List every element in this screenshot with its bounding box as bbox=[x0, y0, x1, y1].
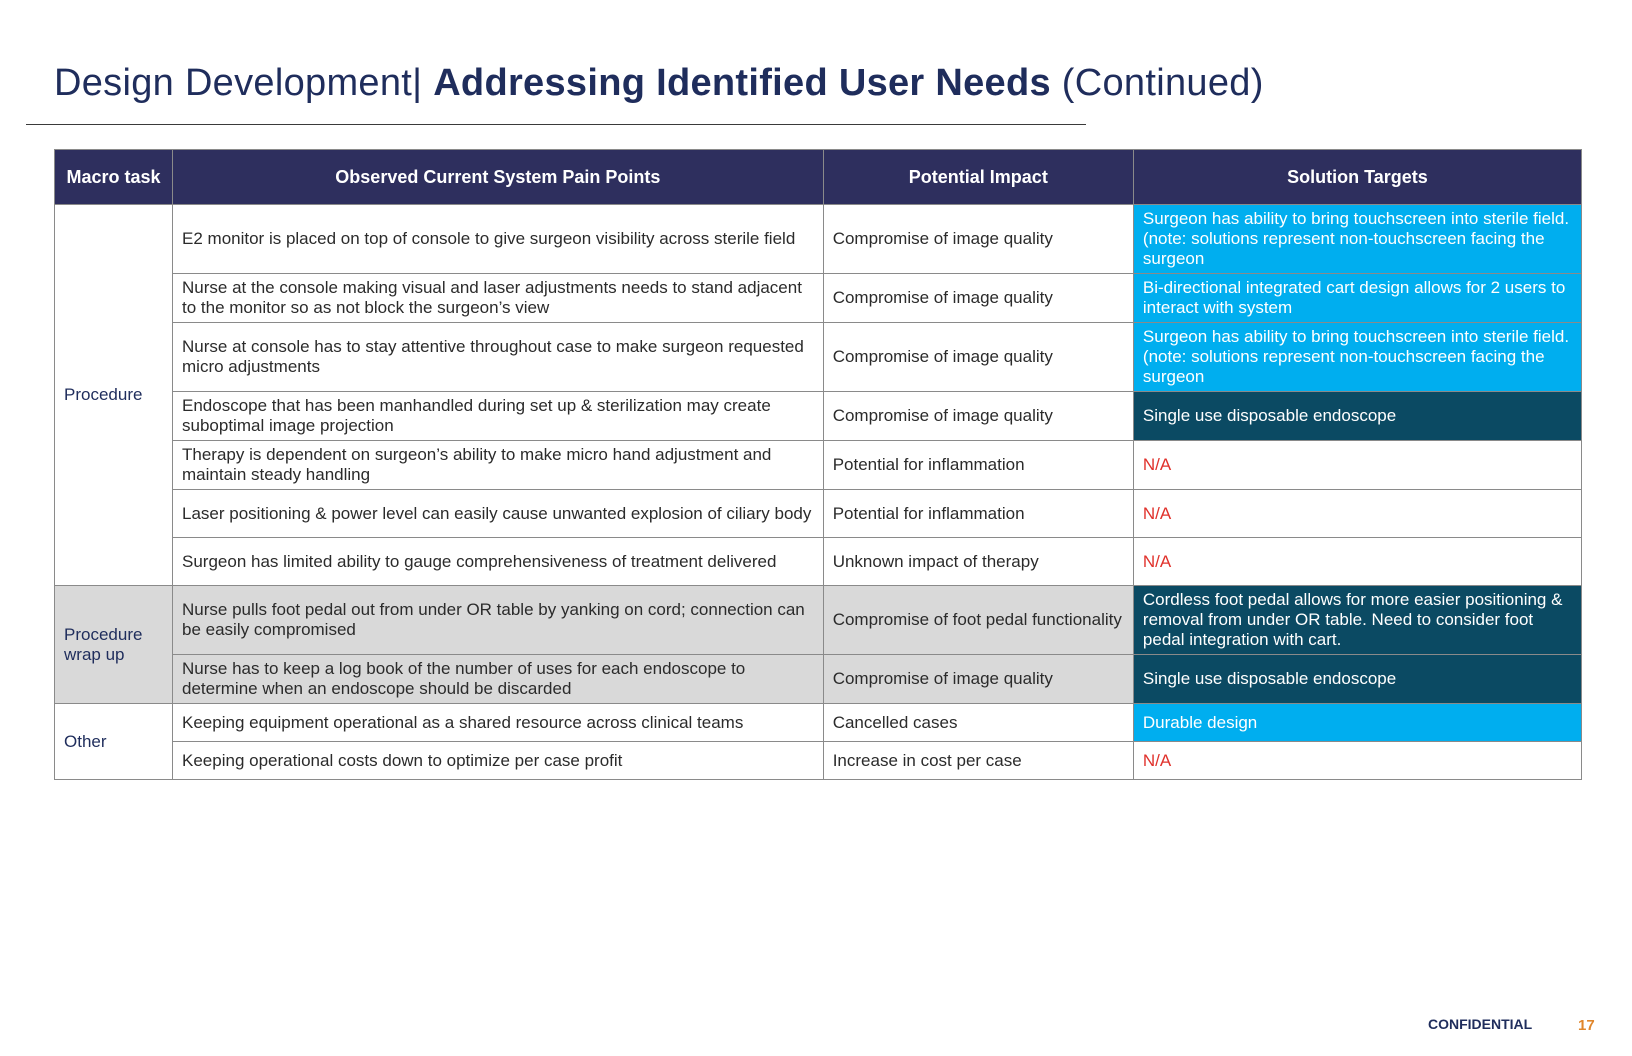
title-suffix: (Continued) bbox=[1061, 62, 1264, 104]
impact-cell: Potential for inflammation bbox=[823, 441, 1133, 490]
solution-cell: Bi-directional integrated cart design allows for 2 users to interact with system bbox=[1133, 274, 1581, 323]
header-macro-task: Macro task bbox=[55, 150, 173, 205]
table-row bbox=[55, 655, 1582, 704]
table-row bbox=[55, 205, 1582, 274]
impact-cell: Unknown impact of therapy bbox=[823, 538, 1133, 586]
solution-cell: N/A bbox=[1133, 538, 1581, 586]
impact-cell: Potential for inflammation bbox=[823, 490, 1133, 538]
solution-cell: N/A bbox=[1133, 742, 1581, 780]
page-title bbox=[54, 62, 1264, 105]
confidential-label: CONFIDENTIAL bbox=[1428, 1016, 1533, 1032]
pain-point-cell: Surgeon has limited ability to gauge comprehensiveness of treatment delivered bbox=[173, 538, 824, 586]
table-row bbox=[55, 274, 1582, 323]
pain-point-cell: Keeping operational costs down to optimize per case profit bbox=[173, 742, 824, 780]
impact-cell: Compromise of image quality bbox=[823, 274, 1133, 323]
title-prefix: Design Development| bbox=[54, 62, 423, 104]
title-divider bbox=[26, 124, 1086, 125]
solution-cell: N/A bbox=[1133, 490, 1581, 538]
pain-point-cell: E2 monitor is placed on top of console to give surgeon visibility across sterile field bbox=[173, 205, 824, 274]
table-row bbox=[55, 392, 1582, 441]
solution-cell: N/A bbox=[1133, 441, 1581, 490]
impact-cell: Increase in cost per case bbox=[823, 742, 1133, 780]
impact-cell: Compromise of foot pedal functionality bbox=[823, 586, 1133, 655]
table-row bbox=[55, 538, 1582, 586]
header-solution-targets: Solution Targets bbox=[1133, 150, 1581, 205]
pain-point-cell: Endoscope that has been manhandled during set up & sterilization may create suboptimal image projection bbox=[173, 392, 824, 441]
impact-cell: Compromise of image quality bbox=[823, 392, 1133, 441]
title-bold: Addressing Identified User Needs bbox=[433, 62, 1051, 104]
macro-task-other: Other bbox=[55, 704, 173, 780]
user-needs-table bbox=[54, 149, 1582, 780]
pain-point-cell: Nurse at console has to stay attentive throughout case to make surgeon requested micro adjustments bbox=[173, 323, 824, 392]
table-row bbox=[55, 742, 1582, 780]
pain-point-cell: Nurse at the console making visual and laser adjustments needs to stand adjacent to the monitor so as not block the surgeon’s view bbox=[173, 274, 824, 323]
table-row bbox=[55, 323, 1582, 392]
table-row bbox=[55, 490, 1582, 538]
table-row bbox=[55, 704, 1582, 742]
pain-point-cell: Therapy is dependent on surgeon’s ability to make micro hand adjustment and maintain steady handling bbox=[173, 441, 824, 490]
impact-cell: Cancelled cases bbox=[823, 704, 1133, 742]
macro-task-procedure: Procedure bbox=[55, 205, 173, 586]
solution-cell: Surgeon has ability to bring touchscreen into sterile field. (note: solutions represent non-touchscreen facing the surgeon bbox=[1133, 205, 1581, 274]
solution-cell: Single use disposable endoscope bbox=[1133, 655, 1581, 704]
page-number: 17 bbox=[1578, 1017, 1595, 1034]
pain-point-cell: Nurse pulls foot pedal out from under OR table by yanking on cord; connection can be easily compromised bbox=[173, 586, 824, 655]
pain-point-cell: Laser positioning & power level can easily cause unwanted explosion of ciliary body bbox=[173, 490, 824, 538]
impact-cell: Compromise of image quality bbox=[823, 205, 1133, 274]
header-pain-points: Observed Current System Pain Points bbox=[173, 150, 824, 205]
macro-task-wrap-up: Procedure wrap up bbox=[55, 586, 173, 704]
header-potential-impact: Potential Impact bbox=[823, 150, 1133, 205]
table-header-row bbox=[55, 150, 1582, 205]
solution-cell: Cordless foot pedal allows for more easier positioning & removal from under OR table. Need to consider foot pedal integration with cart. bbox=[1133, 586, 1581, 655]
pain-point-cell: Keeping equipment operational as a shared resource across clinical teams bbox=[173, 704, 824, 742]
impact-cell: Compromise of image quality bbox=[823, 323, 1133, 392]
table-row bbox=[55, 586, 1582, 655]
table-row bbox=[55, 441, 1582, 490]
solution-cell: Durable design bbox=[1133, 704, 1581, 742]
solution-cell: Surgeon has ability to bring touchscreen into sterile field. (note: solutions represent non-touchscreen facing the surgeon bbox=[1133, 323, 1581, 392]
pain-point-cell: Nurse has to keep a log book of the number of uses for each endoscope to determine when an endoscope should be discarded bbox=[173, 655, 824, 704]
impact-cell: Compromise of image quality bbox=[823, 655, 1133, 704]
solution-cell: Single use disposable endoscope bbox=[1133, 392, 1581, 441]
